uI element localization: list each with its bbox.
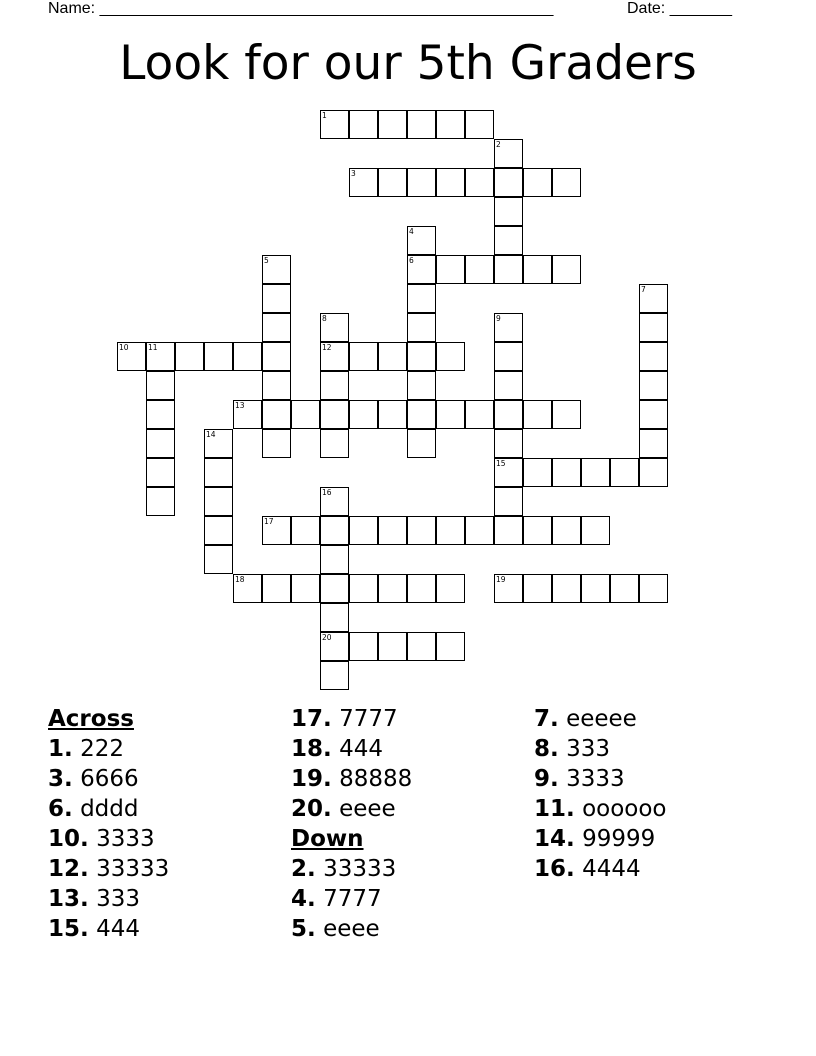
clue-number: 4 [409,227,414,236]
date-field[interactable]: Date: _______ [627,0,732,17]
grid-cell[interactable] [320,603,349,632]
grid-cell[interactable] [552,168,581,197]
grid-cell[interactable] [349,516,378,545]
clue-text: 444 [96,916,140,942]
grid-cell[interactable] [262,574,291,603]
grid-cell[interactable] [494,429,523,458]
clue-number: 9 [496,314,501,323]
clue-text: 444 [339,736,383,762]
grid-cell[interactable] [523,516,552,545]
clue-number: 18 [235,575,245,584]
down-clue [291,914,412,944]
grid-cell[interactable] [349,110,378,139]
page-title: Look for our 5th Graders [119,36,697,91]
grid-cell[interactable] [552,458,581,487]
grid-cell[interactable] [465,168,494,197]
clue-text: 4444 [582,856,641,882]
clue-num: 2. [291,856,316,882]
down-clue [291,854,412,884]
grid-cell[interactable] [378,168,407,197]
across-clue [291,764,412,794]
grid-cell[interactable] [581,458,610,487]
clue-number: 7 [641,285,646,294]
grid-cell[interactable] [378,400,407,429]
across-clue [48,854,169,884]
grid-cell[interactable] [320,516,349,545]
grid-cell[interactable] [349,400,378,429]
grid-cell[interactable] [494,226,523,255]
clue-num: 14. [534,826,575,852]
clue-number: 6 [409,256,414,265]
grid-cell[interactable] [436,168,465,197]
grid-cell[interactable] [320,110,349,139]
grid-cell[interactable] [639,342,668,371]
clue-num: 7. [534,706,559,732]
grid-cell[interactable] [494,255,523,284]
grid-cell[interactable] [407,574,436,603]
clue-number: 20 [322,633,332,642]
grid-cell[interactable] [494,197,523,226]
clue-num: 18. [291,736,332,762]
grid-cell[interactable] [291,400,320,429]
clue-num: 16. [534,856,575,882]
clue-text: eeee [323,916,380,942]
grid-cell[interactable] [436,255,465,284]
grid-cell[interactable] [262,255,291,284]
grid-cell[interactable] [349,168,378,197]
clue-num: 19. [291,766,332,792]
grid-cell[interactable] [494,516,523,545]
across-clue [48,764,169,794]
grid-cell[interactable] [436,110,465,139]
grid-cell[interactable] [639,458,668,487]
clue-number: 14 [206,430,216,439]
clue-number: 16 [322,488,332,497]
grid-cell[interactable] [407,400,436,429]
grid-cell[interactable] [436,400,465,429]
clue-number: 8 [322,314,327,323]
grid-cell[interactable] [320,545,349,574]
down-clue [534,854,667,884]
grid-cell[interactable] [639,400,668,429]
grid-cell[interactable] [262,313,291,342]
grid-cell[interactable] [639,429,668,458]
grid-cell[interactable] [407,429,436,458]
clue-num: 15. [48,916,89,942]
grid-cell[interactable] [407,255,436,284]
grid-cell[interactable] [146,487,175,516]
clue-number: 19 [496,575,506,584]
clue-number: 12 [322,343,332,352]
down-clue [534,734,667,764]
grid-cell[interactable] [523,458,552,487]
grid-cell[interactable] [407,371,436,400]
grid-cell[interactable] [494,371,523,400]
grid-cell[interactable] [494,313,523,342]
clue-num: 5. [291,916,316,942]
across-clue [291,734,412,764]
clue-number: 10 [119,343,129,352]
grid-cell[interactable] [349,632,378,661]
grid-cell[interactable] [146,429,175,458]
clue-text: 3333 [96,826,155,852]
grid-cell[interactable] [407,342,436,371]
grid-cell[interactable] [320,429,349,458]
clue-text: eeee [339,796,396,822]
down-clue [534,764,667,794]
grid-cell[interactable] [262,516,291,545]
clue-num: 11. [534,796,575,822]
across-clue [48,884,169,914]
grid-cell[interactable] [407,313,436,342]
grid-cell[interactable] [262,342,291,371]
grid-cell[interactable] [552,516,581,545]
grid-cell[interactable] [175,342,204,371]
clue-text: 333 [96,886,140,912]
grid-cell[interactable] [610,574,639,603]
across-clue [48,914,169,944]
grid-cell[interactable] [378,632,407,661]
clue-text: 7777 [339,706,398,732]
grid-cell[interactable] [494,139,523,168]
grid-cell[interactable] [494,400,523,429]
grid-cell[interactable] [639,284,668,313]
grid-cell[interactable] [639,574,668,603]
grid-cell[interactable] [494,342,523,371]
clue-num: 13. [48,886,89,912]
clue-text: 7777 [323,886,382,912]
across-clue [48,794,169,824]
grid-cell[interactable] [146,371,175,400]
clue-num: 20. [291,796,332,822]
grid-cell[interactable] [436,516,465,545]
clue-number: 13 [235,401,245,410]
clue-num: 10. [48,826,89,852]
grid-cell[interactable] [349,574,378,603]
clue-number: 11 [148,343,158,352]
across-clue [291,704,412,734]
clue-text: 88888 [339,766,413,792]
grid-cell[interactable] [291,574,320,603]
grid-cell[interactable] [320,342,349,371]
grid-cell[interactable] [117,342,146,371]
clue-num: 6. [48,796,73,822]
grid-cell[interactable] [378,110,407,139]
clue-num: 8. [534,736,559,762]
grid-cell[interactable] [233,342,262,371]
grid-cell[interactable] [407,226,436,255]
grid-cell[interactable] [494,458,523,487]
across-clue [291,794,412,824]
grid-cell[interactable] [494,574,523,603]
grid-cell[interactable] [552,255,581,284]
down-clue [291,884,412,914]
grid-cell[interactable] [320,574,349,603]
clue-text: 333 [566,736,610,762]
down-clue [534,824,667,854]
grid-cell[interactable] [639,371,668,400]
grid-cell[interactable] [320,487,349,516]
clue-num: 1. [48,736,73,762]
grid-cell[interactable] [465,400,494,429]
grid-cell[interactable] [552,400,581,429]
across-clue [48,824,169,854]
grid-cell[interactable] [407,516,436,545]
down-clue [534,794,667,824]
across-heading: Across [48,706,134,732]
clue-num: 3. [48,766,73,792]
clue-text: 222 [80,736,124,762]
grid-cell[interactable] [320,632,349,661]
clue-number: 3 [351,169,356,178]
clue-column-2 [291,704,412,944]
grid-cell[interactable] [233,400,262,429]
grid-cell[interactable] [465,516,494,545]
grid-cell[interactable] [378,574,407,603]
clue-number: 5 [264,256,269,265]
down-heading: Down [291,826,364,852]
clue-text: eeeee [566,706,637,732]
grid-cell[interactable] [204,487,233,516]
grid-cell[interactable] [378,516,407,545]
grid-cell[interactable] [581,574,610,603]
grid-cell[interactable] [407,168,436,197]
grid-cell[interactable] [465,110,494,139]
clue-text: 6666 [80,766,139,792]
grid-cell[interactable] [378,342,407,371]
grid-cell[interactable] [407,632,436,661]
grid-cell[interactable] [204,545,233,574]
grid-cell[interactable] [204,516,233,545]
grid-cell[interactable] [436,342,465,371]
clue-number: 1 [322,111,327,120]
grid-cell[interactable] [320,313,349,342]
clue-num: 12. [48,856,89,882]
grid-cell[interactable] [581,516,610,545]
clue-column-1 [48,704,169,944]
grid-cell[interactable] [523,574,552,603]
grid-cell[interactable] [465,255,494,284]
clue-text: 99999 [582,826,656,852]
clue-number: 17 [264,517,274,526]
grid-cell[interactable] [523,400,552,429]
clue-num: 17. [291,706,332,732]
grid-cell[interactable] [262,400,291,429]
grid-cell[interactable] [523,255,552,284]
down-clue [534,704,667,734]
grid-cell[interactable] [436,632,465,661]
clue-text: 3333 [566,766,625,792]
name-field[interactable]: Name: ___________________________________________________ [48,0,554,17]
grid-cell[interactable] [639,313,668,342]
grid-cell[interactable] [407,284,436,313]
grid-cell[interactable] [204,342,233,371]
grid-cell[interactable] [552,574,581,603]
clue-num: 4. [291,886,316,912]
clue-text: dddd [80,796,139,822]
grid-cell[interactable] [436,574,465,603]
across-clue [48,734,169,764]
grid-cell[interactable] [262,284,291,313]
grid-cell[interactable] [494,168,523,197]
grid-cell[interactable] [320,661,349,690]
grid-cell[interactable] [320,371,349,400]
clue-column-3 [534,704,667,884]
grid-cell[interactable] [262,429,291,458]
grid-cell[interactable] [262,371,291,400]
clue-number: 15 [496,459,506,468]
clue-text: oooooo [582,796,667,822]
clue-num: 9. [534,766,559,792]
grid-cell[interactable] [204,458,233,487]
grid-cell[interactable] [523,168,552,197]
grid-cell[interactable] [204,429,233,458]
grid-cell[interactable] [407,110,436,139]
grid-cell[interactable] [146,400,175,429]
clue-number: 2 [496,140,501,149]
grid-cell[interactable] [146,342,175,371]
grid-cell[interactable] [146,458,175,487]
clue-text: 33333 [96,856,170,882]
grid-cell[interactable] [320,400,349,429]
grid-cell[interactable] [494,487,523,516]
grid-cell[interactable] [610,458,639,487]
grid-cell[interactable] [233,574,262,603]
clue-text: 33333 [323,856,397,882]
grid-cell[interactable] [291,516,320,545]
grid-cell[interactable] [349,342,378,371]
